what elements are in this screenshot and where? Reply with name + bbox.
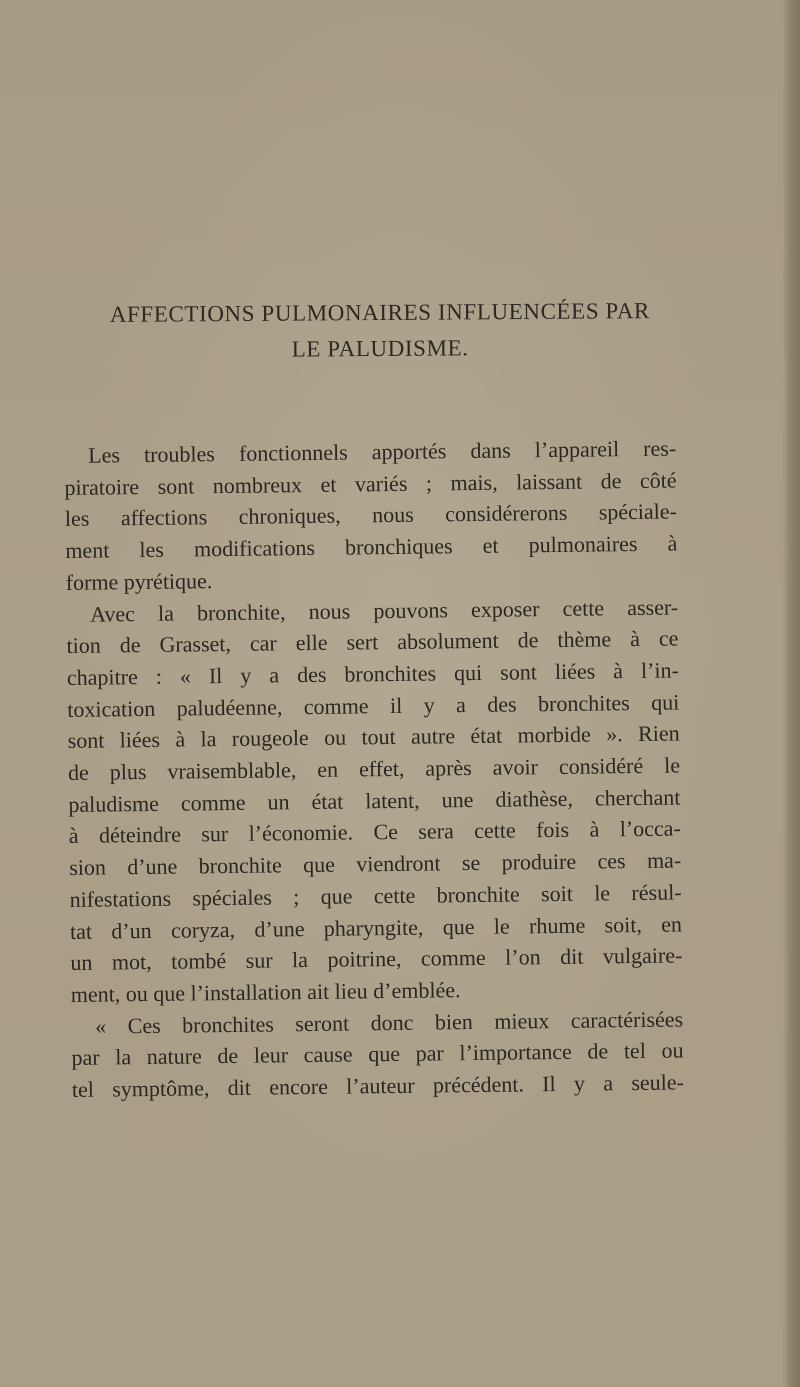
text-line: paludisme comme un état latent, une diathèse, cherchant [68, 784, 681, 817]
text-line: les affections chroniques, nous considérerons spéciale- [64, 498, 678, 532]
text-line: tel symptôme, dit encore l’auteur précédent. Il y a seule- [71, 1069, 685, 1103]
text-line: « Ces bronchites seront donc bien mieux caractérisées [95, 1006, 684, 1039]
text-line: tat d’un coryza, d’une pharyngite, que le rhume soit, en [69, 911, 683, 944]
text-line: ment, ou que l’installation ait lieu d’emblée. [70, 977, 461, 1007]
text-line: sont liées à la rougeole ou tout autre état morbide ». Rien [67, 720, 680, 754]
text-line: un mot, tombé sur la poitrine, comme l’on dit vulgaire- [70, 942, 683, 976]
text-line: tion de Grasset, car elle sert absolument de thème à ce [66, 625, 679, 659]
text-line: piratoire sont nombreux et variés ; mais, laissant de côté [64, 467, 677, 500]
page-edge-shadow [782, 0, 800, 1387]
chapter-title [55, 293, 705, 370]
chapter-title-line-2: LE PALUDISME. [291, 335, 469, 362]
body-text [64, 433, 684, 1106]
text-line: Les troubles fonctionnels apportés dans l’appareil res- [88, 435, 677, 468]
text-line: à déteindre sur l’économie. Ce sera cette fois à l’occa- [68, 815, 681, 849]
text-line: forme pyrétique. [65, 568, 213, 595]
text-line: chapitre : « Il y a des bronchites qui sont liées à l’in- [66, 657, 680, 690]
text-line: par la nature de leur cause que par l’importance de tel ou [71, 1037, 684, 1071]
text-line: ment les modifications bronchiques et pulmonaires à [65, 530, 678, 564]
text-line: Avec la bronchite, nous pouvons exposer cette asser- [89, 594, 679, 627]
text-line: de plus vraisemblable, en effet, après avoir considéré le [67, 752, 681, 786]
text-line: sion d’une bronchite que viendront se produire ces ma- [69, 847, 682, 881]
text-line: nifestations spéciales ; que cette bronchite soit le résul- [69, 879, 682, 912]
chapter-title-line-1: AFFECTIONS PULMONAIRES INFLUENCÉES PAR [109, 298, 651, 327]
text-line: toxication paludéenne, comme il y a des bronchites qui [67, 689, 680, 722]
